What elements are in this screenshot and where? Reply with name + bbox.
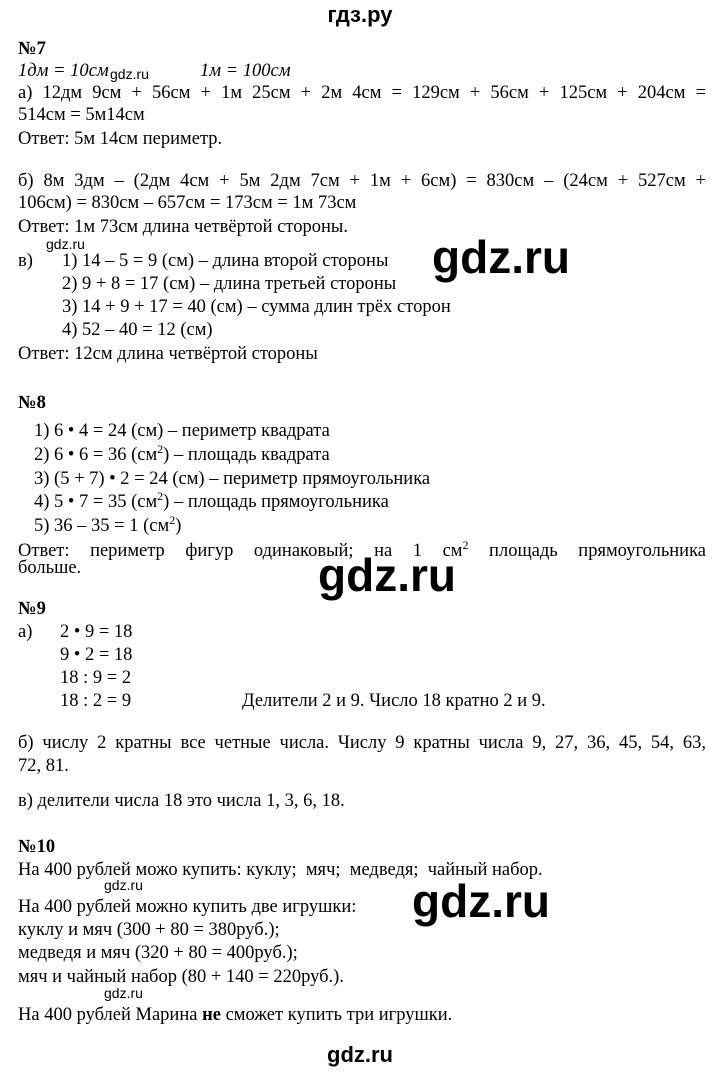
- task8-step: 2) 6 • 6 = 36 $(см^2)$ – площадь квадрата: [34, 442, 330, 466]
- task7-a-answer: Ответ: 5м 14см периметр.: [18, 129, 223, 149]
- task9-v-line: в) делители числа 18 это числа 1, 3, 6, 18.: [18, 791, 345, 811]
- watermark-big: gdz.ru: [432, 231, 570, 283]
- task10-line: На 400 рублей можо купить: куклу; мяч; медведя; чайный набор.: [18, 860, 543, 880]
- task7-a-line2: 514см = 5м14см: [18, 105, 145, 125]
- task7-title: №7: [18, 39, 46, 59]
- task7-v-step: 3) 14 + 9 + 17 = 40 (см) – сумма длин трёх сторон: [62, 297, 451, 317]
- task7-v-answer: Ответ: 12см длина четвёртой стороны: [18, 344, 318, 364]
- watermark-small: gdz.ru: [46, 236, 85, 252]
- task9-a-equation: 9 • 2 = 18: [60, 645, 133, 665]
- task7-unit-dm: 1дм = 10см: [18, 61, 109, 81]
- task7-v-step: 4) 52 – 40 = 12 (см): [62, 320, 213, 340]
- task9-a-note: Делители 2 и 9. Число 18 кратно 2 и 9.: [242, 691, 546, 711]
- site-footer: gdz.ru: [327, 1042, 393, 1067]
- task10-line: мяч и чайный набор (80 + 140 = 220руб.).: [18, 967, 344, 987]
- task7-v-step: 1) 14 – 5 = 9 (см) – длина второй стороны: [62, 251, 389, 271]
- task10-title: №10: [18, 837, 56, 857]
- watermark-small: gdz.ru: [110, 66, 149, 82]
- task8-step: 5) 36 – 35 = 1 $(см^2)$: [34, 513, 182, 537]
- task10-final-line: На 400 рублей Марина не сможет купить три игрушки.: [18, 1005, 453, 1025]
- task8-answer-line1: Ответ: периметр фигур одинаковый; на 1 $см^2$ площадь прямоугольника: [18, 538, 706, 562]
- watermark-big: gdz.ru: [318, 549, 456, 601]
- task8-step: 3) (5 + 7) • 2 = 24 (см) – периметр прямоугольника: [34, 469, 431, 490]
- task7-unit-m: 1м = 100см: [200, 61, 291, 81]
- site-header: гдз.ру: [327, 2, 393, 27]
- task10-line: медведя и мяч (320 + 80 = 400руб.);: [18, 943, 298, 963]
- task7-b-line2: 106см) = 830см – 657см = 173см = 1м 73см: [18, 193, 357, 213]
- task7-b-line1: б) 8м 3дм – (2дм 4см + 5м 2дм 7см + 1м + 6см) = 830см – (24см + 527см +: [18, 171, 706, 191]
- task7-v-step: 2) 9 + 8 = 17 (см) – длина третьей стороны: [62, 274, 397, 294]
- task9-b-line2: 72, 81.: [18, 756, 69, 776]
- task9-a-equation: 2 • 9 = 18: [60, 622, 133, 642]
- task8-step: 4) 5 • 7 = 35 $(см^2)$ – площадь прямоугольника: [34, 489, 389, 513]
- task9-b-line1: б) числу 2 кратны все четные числа. Числу 9 кратны числа 9, 27, 36, 45, 54, 63,: [18, 733, 706, 753]
- task9-a-label: а): [18, 622, 33, 642]
- task9-a-equation: 18 : 9 = 2: [60, 668, 132, 688]
- task8-title: №8: [18, 393, 46, 413]
- watermark-small: gdz.ru: [104, 877, 143, 893]
- task9-title: №9: [18, 599, 46, 619]
- task7-a-line1: а) 12дм 9см + 56см + 1м 25см + 2м 4см = 129см + 56см + 125см + 204см =: [18, 83, 706, 103]
- task10-line: куклу и мяч (300 + 80 = 380руб.);: [18, 920, 280, 940]
- task9-a-equation: 18 : 2 = 9: [60, 691, 132, 711]
- task7-v-label: в): [18, 251, 33, 271]
- watermark-small: gdz.ru: [104, 985, 143, 1001]
- task7-b-answer: Ответ: 1м 73см длина четвёртой стороны.: [18, 217, 348, 237]
- watermark-big: gdz.ru: [412, 875, 550, 927]
- task8-answer-line2: больше.: [18, 558, 82, 578]
- task8-step: 1) 6 • 4 = 24 (см) – периметр квадрата: [34, 421, 330, 442]
- task10-line: На 400 рублей можно купить две игрушки:: [18, 897, 357, 917]
